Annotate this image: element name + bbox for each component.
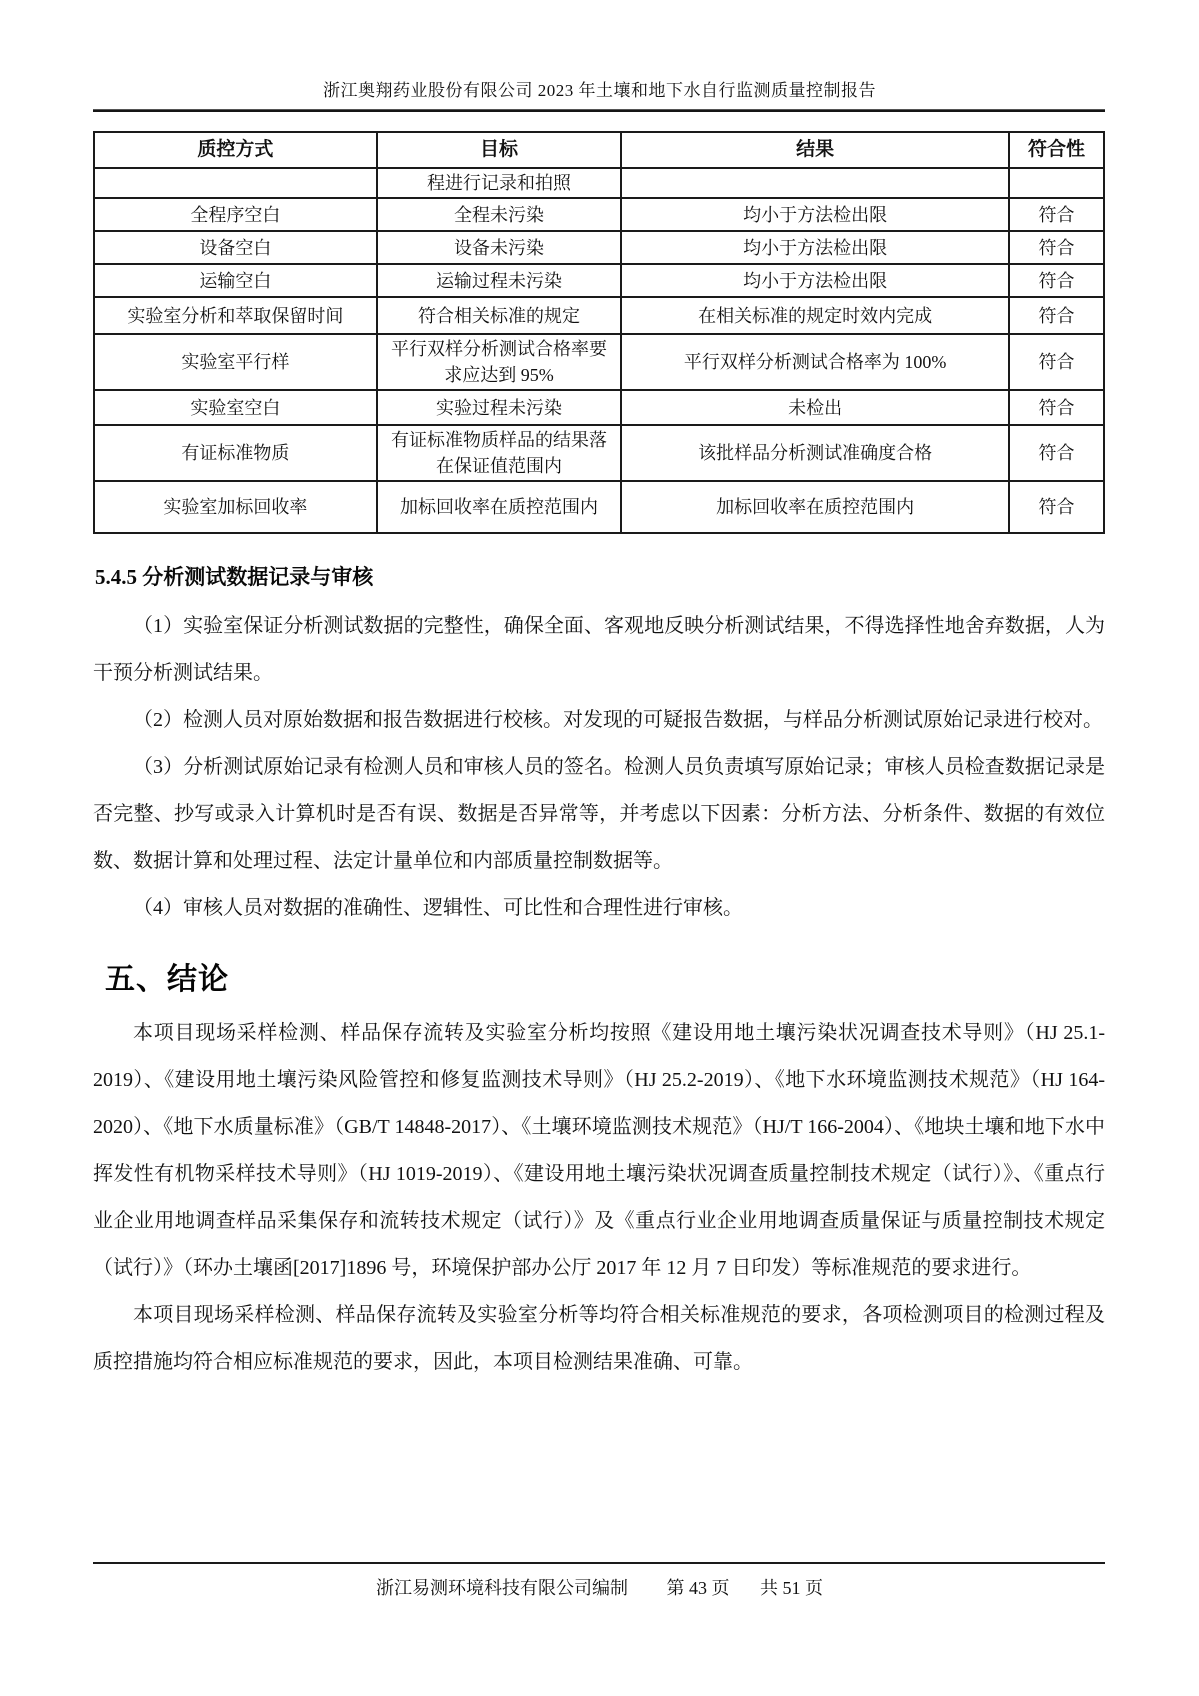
table-cell: 均小于方法检出限 <box>621 231 1009 264</box>
table-cell: 程进行记录和拍照 <box>377 168 621 198</box>
column-header-conformity: 符合性 <box>1009 132 1104 168</box>
document-footer <box>0 1574 1199 1600</box>
table-row <box>94 425 1104 481</box>
paragraph: 本项目现场采样检测、样品保存流转及实验室分析等均符合相关标准规范的要求，各项检测项目的检测过程及质控措施均符合相应标准规范的要求，因此，本项目检测结果准确、可靠。 <box>93 1304 1105 1374</box>
document-header-title: 浙江奥翔药业股份有限公司 2023 年土壤和地下水自行监测质量控制报告 <box>323 81 876 100</box>
table-cell: 运输过程未污染 <box>377 264 621 297</box>
table-cell: 均小于方法检出限 <box>621 198 1009 231</box>
footer-total-pages: 共 51 页 <box>760 1578 823 1598</box>
table-row <box>94 264 1104 297</box>
paragraph: （4）审核人员对数据的准确性、逻辑性、可比性和合理性进行审核。 <box>133 897 743 920</box>
chapter-heading-conclusion: 五、结论 <box>105 963 229 997</box>
table-cell: 全程未污染 <box>377 198 621 231</box>
table-row <box>94 231 1104 264</box>
header-divider-line <box>93 109 1105 112</box>
table-cell: 平行双样分析测试合格率为 100% <box>621 334 1009 390</box>
table-cell: 符合 <box>1009 334 1104 390</box>
table-cell: 未检出 <box>621 390 1009 425</box>
table-cell: 实验过程未污染 <box>377 390 621 425</box>
table-cell: 符合 <box>1009 390 1104 425</box>
paragraph: （2）检测人员对原始数据和报告数据进行校核。对发现的可疑报告数据，与样品分析测试原始记录进行校对。 <box>133 709 1103 732</box>
table-cell: 实验室分析和萃取保留时间 <box>94 297 377 334</box>
table-cell: 该批样品分析测试准确度合格 <box>621 425 1009 481</box>
table-cell: 平行双样分析测试合格率要求应达到 95% <box>377 334 621 390</box>
table-cell: 符合 <box>1009 198 1104 231</box>
column-header-result: 结果 <box>621 132 1009 168</box>
table-cell: 有证标准物质样品的结果落在保证值范围内 <box>377 425 621 481</box>
paragraph: （3）分析测试原始记录有检测人员和审核人员的签名。检测人员负责填写原始记录；审核人员检查数据记录是否完整、抄写或录入计算机时是否有误、数据是否异常等，并考虑以下因素：分析方法、分析条件、数据的有效位数、数据计算和处理过程、法定计量单位和内部质量控制数据等。 <box>93 756 1105 873</box>
table-cell: 设备未污染 <box>377 231 621 264</box>
conclusion-body <box>93 1010 1105 1386</box>
table-cell: 实验室平行样 <box>94 334 377 390</box>
footer-page-number: 第 43 页 <box>666 1578 730 1598</box>
table-row <box>94 390 1104 425</box>
table-cell: 符合相关标准的规定 <box>377 297 621 334</box>
table-cell: 符合 <box>1009 425 1104 481</box>
table-cell: 符合 <box>1009 231 1104 264</box>
table-cell: 符合 <box>1009 481 1104 533</box>
table-cell: 实验室加标回收率 <box>94 481 377 533</box>
table-cell: 有证标准物质 <box>94 425 377 481</box>
table-cell: 实验室空白 <box>94 390 377 425</box>
table-cell: 符合 <box>1009 264 1104 297</box>
table-row <box>94 481 1104 533</box>
column-header-qc-method: 质控方式 <box>94 132 377 168</box>
table-cell: 设备空白 <box>94 231 377 264</box>
table-cell: 全程序空白 <box>94 198 377 231</box>
table-cell: 均小于方法检出限 <box>621 264 1009 297</box>
table-row <box>94 297 1104 334</box>
table-cell: 运输空白 <box>94 264 377 297</box>
table-cell <box>621 168 1009 198</box>
table-cell: 加标回收率在质控范围内 <box>621 481 1009 533</box>
footer-publisher: 浙江易测环境科技有限公司编制 <box>376 1578 628 1598</box>
table-row <box>94 168 1104 198</box>
column-header-target: 目标 <box>377 132 621 168</box>
table-cell: 在相关标准的规定时效内完成 <box>621 297 1009 334</box>
table-cell <box>1009 168 1104 198</box>
table-header-row <box>94 132 1104 168</box>
paragraph: 本项目现场采样检测、样品保存流转及实验室分析均按照《建设用地土壤污染状况调查技术导则》（HJ 25.1-2019）、《建设用地土壤污染风险管控和修复监测技术导则》（HJ 25.2-2019）、《地下水环境监测技术规范》（HJ 164-2020）、《地下水质量标准》（GB/T 14848-2017）、《土壤环境监测技术规范》（HJ/T 166-2004）、《地块土壤和地下水中挥发性有机物采样技术导则》（HJ 1019-2019）、《建设用地土壤污染状况调查质量控制技术规定（试行）》、《重点行业企业用地调查样品采集保存和流转技术规定（试行）》及《重点行业企业用地调查质量保证与质量控制技术规定（试行）》（环办土壤函[2017]1896 号，环境保护部办公厅 2017 年 12 月 7 日印发）等标准规范的要求进行。 <box>93 1022 1105 1280</box>
table-cell: 符合 <box>1009 297 1104 334</box>
table-cell <box>94 168 377 198</box>
table-cell: 加标回收率在质控范围内 <box>377 481 621 533</box>
section-heading-5-4-5: 5.4.5 分析测试数据记录与审核 <box>95 565 374 590</box>
paragraph: （1）实验室保证分析测试数据的完整性，确保全面、客观地反映分析测试结果，不得选择性地舍弃数据，人为干预分析测试结果。 <box>93 615 1105 685</box>
table-row <box>94 334 1104 390</box>
footer-divider-line <box>93 1562 1105 1564</box>
table-row <box>94 198 1104 231</box>
qc-measures-table <box>93 131 1105 534</box>
section-5-4-5-body <box>93 603 1105 932</box>
